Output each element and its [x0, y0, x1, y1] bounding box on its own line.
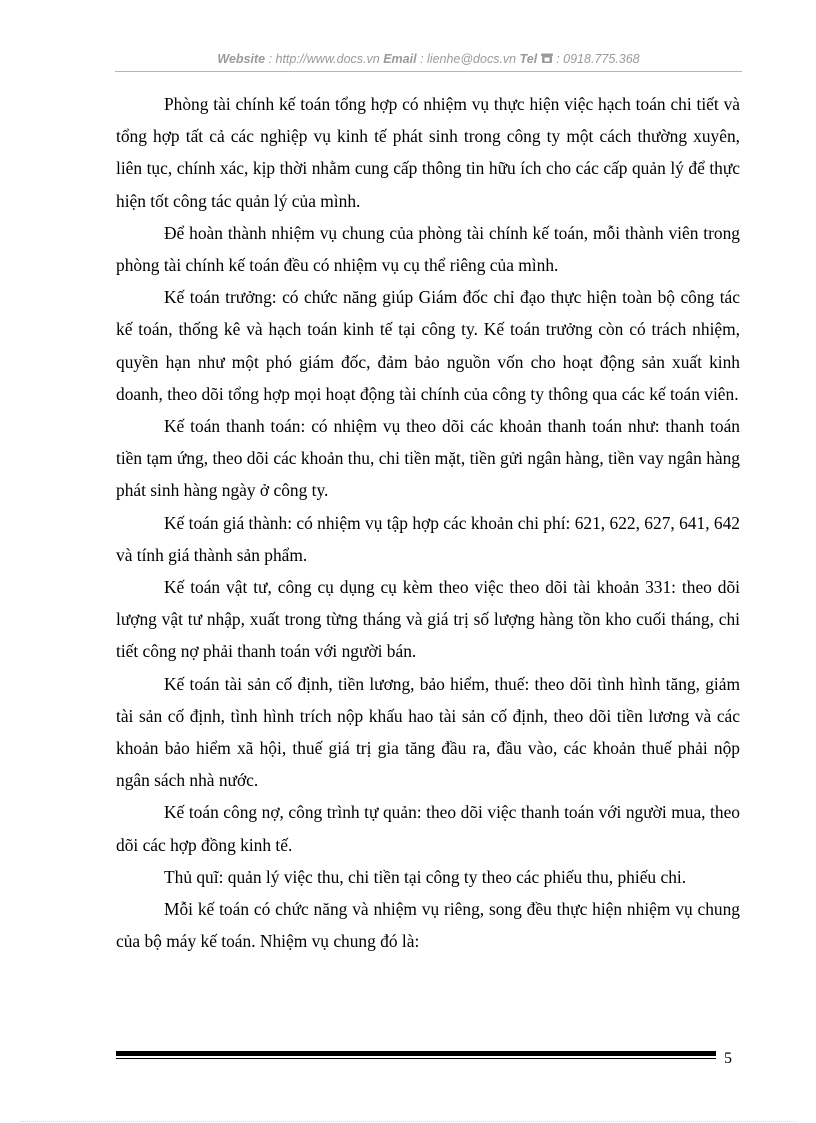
tel-value: : 0918.775.368 — [556, 52, 640, 66]
paragraph: Phòng tài chính kế toán tổng hợp có nhiệm vụ thực hiện việc hạch toán chi tiết và tổng hợp tất cả các nghiệp vụ kinh tế phát sinh trong công ty một cách thường xuyên, liên tục, chính xác, kịp thời nhằm cung cấp thông tin hữu ích cho các cấp quản lý để thực hiện tốt công tác quản lý của mình. — [116, 94, 740, 211]
tel-label: Tel — [519, 52, 538, 66]
paragraph: Để hoàn thành nhiệm vụ chung của phòng tài chính kế toán, mỗi thành viên trong phòng tài chính kế toán đều có nhiệm vụ cụ thể riêng của mình. — [116, 222, 740, 276]
website-label: Website — [217, 52, 266, 66]
footer-divider — [116, 1051, 716, 1059]
website-value: : http://www.docs.vn — [268, 52, 380, 66]
paragraph: Mỗi kế toán có chức năng và nhiệm vụ riêng, song đều thực hiện nhiệm vụ chung của bộ máy kế toán. Nhiệm vụ chung đó là: — [116, 899, 740, 952]
page-header — [115, 52, 742, 67]
paragraph: Kế toán trưởng: có chức năng giúp Giám đốc chỉ đạo thực hiện toàn bộ công tác kế toán, thống kê và hạch toán kinh tế tại công ty. Kế toán trưởng còn có trách nhiệm, quyền hạn như một phó giám đốc, đảm bảo nguồn vốn cho hoạt động sản xuất kinh doanh, theo dõi tổng hợp mọi hoạt động tài chính của công ty thông qua các kế toán viên. — [116, 287, 740, 404]
email-value: : lienhe@docs.vn — [420, 52, 517, 66]
header-divider — [115, 71, 742, 72]
document-body — [116, 88, 740, 957]
page-number: 5 — [724, 1050, 732, 1067]
email-label: Email — [383, 52, 417, 66]
page-bottom-border — [20, 1121, 796, 1122]
paragraph: Kế toán tài sản cố định, tiền lương, bảo hiểm, thuế: theo dõi tình hình tăng, giảm tài sản cố định, tình hình trích nộp khấu hao tài sản cố định, theo dõi tiền lương và các khoản bảo hiểm xã hội, thuế giá trị gia tăng đầu ra, đầu vào, các khoản thuế phải nộp ngân sách nhà nước. — [116, 673, 740, 791]
paragraph: Kế toán thanh toán: có nhiệm vụ theo dõi các khoản thanh toán như: thanh toán tiền tạm ứng, theo dõi các khoản thu, chi tiền mặt, tiền gửi ngân hàng, tiền vay ngân hàng phát sinh hàng ngày ở công ty. — [116, 416, 740, 501]
paragraph: Kế toán vật tư, công cụ dụng cụ kèm theo việc theo dõi tài khoản 331: theo dõi lượng vật tư nhập, xuất trong từng tháng và giá trị số lượng hàng tồn kho cuối tháng, chi tiết công nợ phải thanh toán với người bán. — [116, 577, 740, 662]
paragraph: Kế toán công nợ, công trình tự quản: theo dõi việc thanh toán với người mua, theo dõi các hợp đồng kinh tế. — [116, 802, 740, 855]
paragraph: Kế toán giá thành: có nhiệm vụ tập hợp các khoản chi phí: 621, 622, 627, 641, 642 và tính giá thành sản phẩm. — [116, 512, 740, 565]
phone-icon — [541, 53, 553, 67]
paragraph: Thủ quĩ: quản lý việc thu, chi tiền tại công ty theo các phiếu thu, phiếu chi. — [164, 866, 687, 887]
